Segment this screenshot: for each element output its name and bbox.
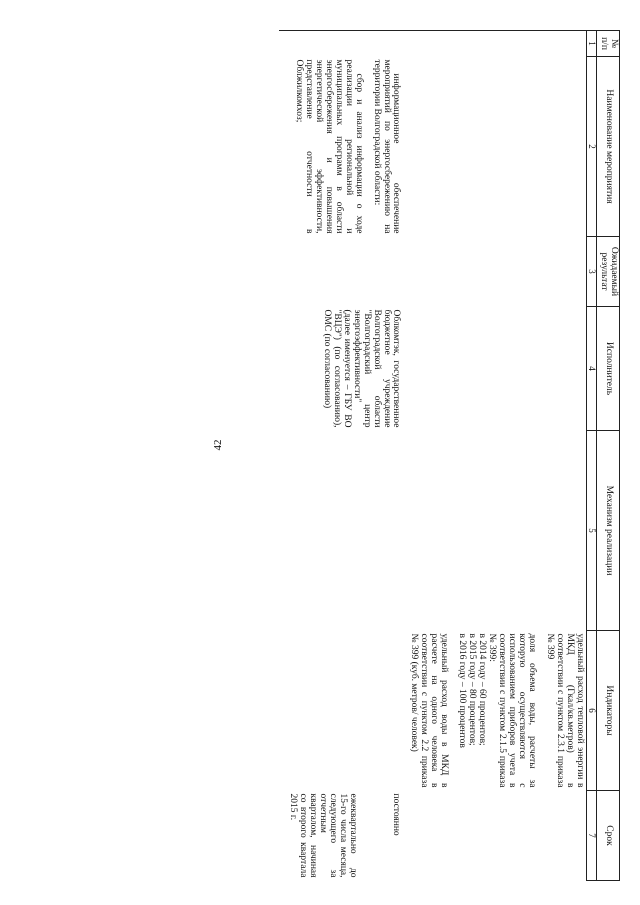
header-executor: Исполнитель [597,307,620,431]
column-number: 6 [587,631,597,791]
header-row [597,31,620,881]
header-expected-result: Ожидаемый результат [597,237,620,307]
activity-data-collection: сбор и анализ информации о ходе реализации региональной и муниципальных программ в области энергосбережения и повышения энергетической эффективности, представление отчетности в Облжилкомхоз; [293,59,364,234]
indicators-cell [405,631,587,791]
page-number: 42 [212,439,224,451]
term-cell [279,791,405,881]
activity-info-support: информационное обеспечение мероприятий по энергосбережению на территории Волгоградской области: [371,59,402,234]
activities-table [279,30,620,881]
column-number: 3 [587,237,597,307]
column-number: 5 [587,431,597,631]
table-row [405,31,587,881]
column-number: 4 [587,307,597,431]
indicator-heat-consumption: удельный расход тепловой энергии в МКД (Гкал/кв.метров) в соответствии с пунктом 2.3.1 приказа № 399 [545,633,585,788]
indicator-metered-water-share: доля объема воды, расчеты за которую осуществляются с использованием приборов учета в соответствии с пунктом 2.1.5 приказа № 399: в 2014 году – 60 процентов; в 2015 году – 80 процентов; в 2016 году – 100 процентов [457,633,538,788]
table-row [279,31,405,881]
header-mechanism: Механизм реализации [597,431,620,631]
executor-text: Облкомтэк, государственное бюджетное учреждение Волгоградской области "Волгоградский центр энергоэффективности" (далее именуется – ГБУ ВО "ВЦЭ") (по согласованию), ОМС (по согласованию) [321,309,402,428]
column-number: 2 [587,57,597,237]
activity-name-cell [279,57,405,237]
indicator-water-per-person: удельный расход воды в МКД в расчете на одного человека в соответствии с пунктом 2.2 приказа № 399 (куб. метров/ человек) [409,633,450,788]
header-activity-name: Наименование мероприятия [597,57,620,237]
header-term: Срок [597,791,620,881]
term-permanent: постоянно [391,793,402,836]
column-number: 7 [587,791,597,881]
rotated-page-content [60,30,620,900]
header-indicators: Индикаторы [597,631,620,791]
header-number: № п/п [597,31,620,57]
term-quarterly: ежеквартально до 15-го числа месяца, следующего за отчетным кварталом, начиная со второго квартала 2015 г. [287,793,358,878]
executor-cell [279,307,405,431]
column-number: 1 [587,31,597,57]
column-numbers-row [587,31,597,881]
